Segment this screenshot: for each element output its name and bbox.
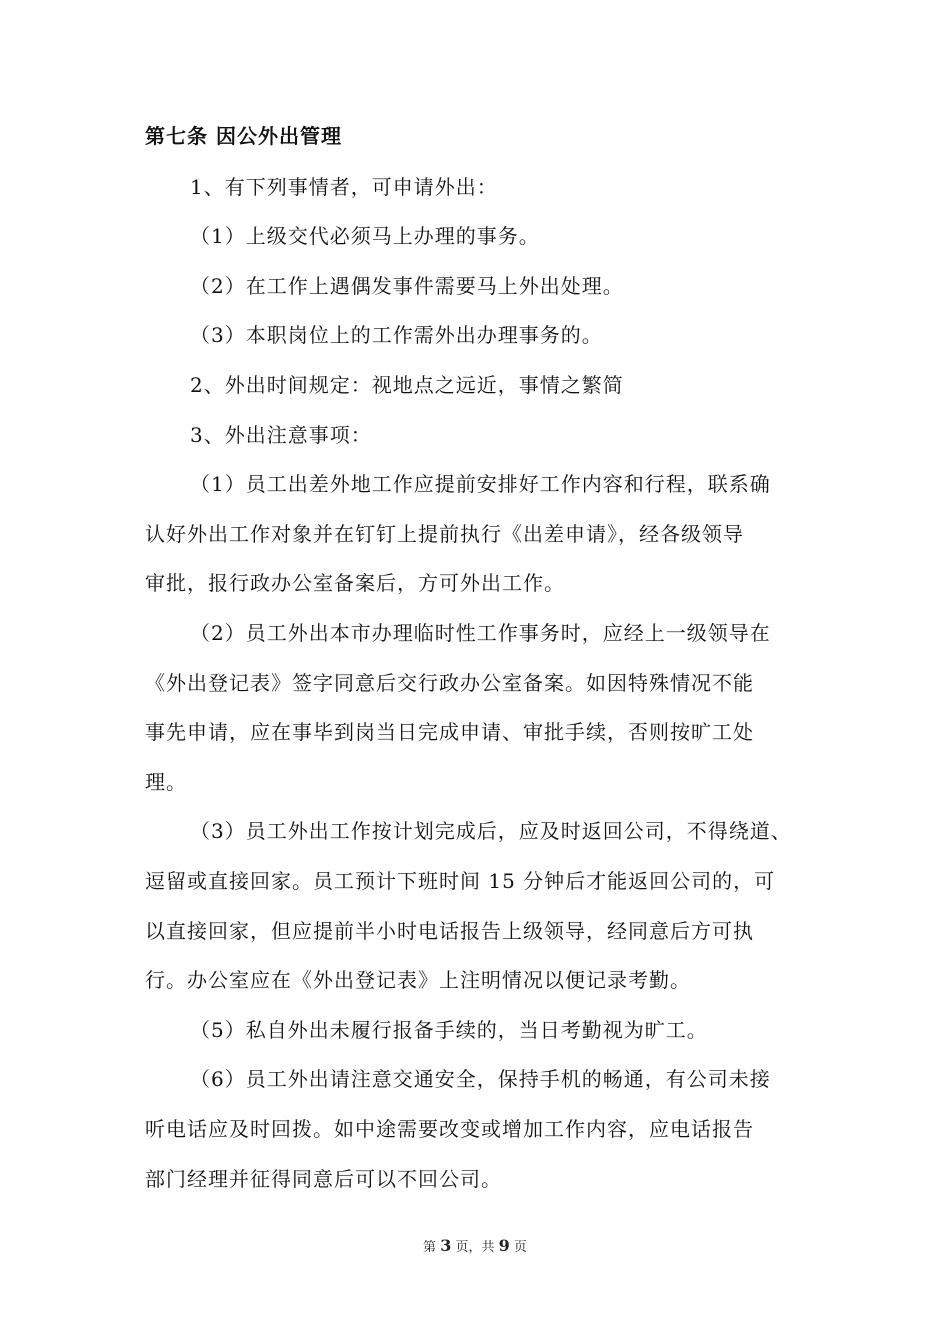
paragraph-line: （3）员工外出工作按计划完成后，应及时返回公司，不得绕道、 <box>190 819 792 843</box>
paragraph-line: 听电话应及时回拨。如中途需要改变或增加工作内容，应电话报告 <box>145 1117 754 1141</box>
paragraph-line: 3、外出注意事项： <box>190 423 372 447</box>
paragraph-line: 1、有下列事情者，可申请外出： <box>190 175 498 199</box>
paragraph-line: 2、外出时间规定：视地点之远近，事情之繁简 <box>190 373 624 397</box>
page-footer <box>0 1236 950 1255</box>
paragraph-line: （6）员工外出请注意交通安全，保持手机的畅通，有公司未接 <box>190 1067 771 1091</box>
paragraph-line: 理。 <box>145 770 187 794</box>
paragraph-line: （1）员工出差外地工作应提前安排好工作内容和行程，联系确 <box>190 472 771 496</box>
paragraph-line: 部门经理并征得同意后可以不回公司。 <box>145 1167 502 1191</box>
paragraph-line: 认好外出工作对象并在钉钉上提前执行《出差申请》，经各级领导 <box>145 522 744 546</box>
paragraph-line: （3）本职岗位上的工作需外出办理事务的。 <box>190 323 603 347</box>
paragraph-line: （1）上级交代必须马上办理的事务。 <box>190 224 540 248</box>
paragraph-line: （5）私自外出未履行报备手续的，当日考勤视为旷工。 <box>190 1018 708 1042</box>
paragraph-line: 以直接回家，但应提前半小时电话报告上级领导，经同意后方可执 <box>145 919 754 943</box>
paragraph-line: （2）在工作上遇偶发事件需要马上外出处理。 <box>190 274 624 298</box>
section-heading: 第七条 因公外出管理 <box>145 124 342 148</box>
footer-suffix: 页 <box>513 1240 527 1255</box>
footer-prefix: 第 <box>423 1240 437 1255</box>
paragraph-line: 审批，报行政办公室备案后，方可外出工作。 <box>145 571 565 595</box>
paragraph-line: 《外出登记表》签字同意后交行政办公室备案。如因特殊情况不能 <box>145 671 754 695</box>
paragraph-line: 事先申请，应在事毕到岗当日完成申请、审批手续，否则按旷工处 <box>145 720 754 744</box>
total-page-number: 9 <box>498 1236 510 1255</box>
current-page-number: 3 <box>440 1236 452 1255</box>
footer-middle: 页，共 <box>455 1240 495 1255</box>
paragraph-line: （2）员工外出本市办理临时性工作事务时，应经上一级领导在 <box>190 621 771 645</box>
paragraph-line: 逗留或直接回家。员工预计下班时间 15 分钟后才能返回公司的，可 <box>145 869 776 893</box>
paragraph-line: 行。办公室应在《外出登记表》上注明情况以便记录考勤。 <box>145 968 691 992</box>
